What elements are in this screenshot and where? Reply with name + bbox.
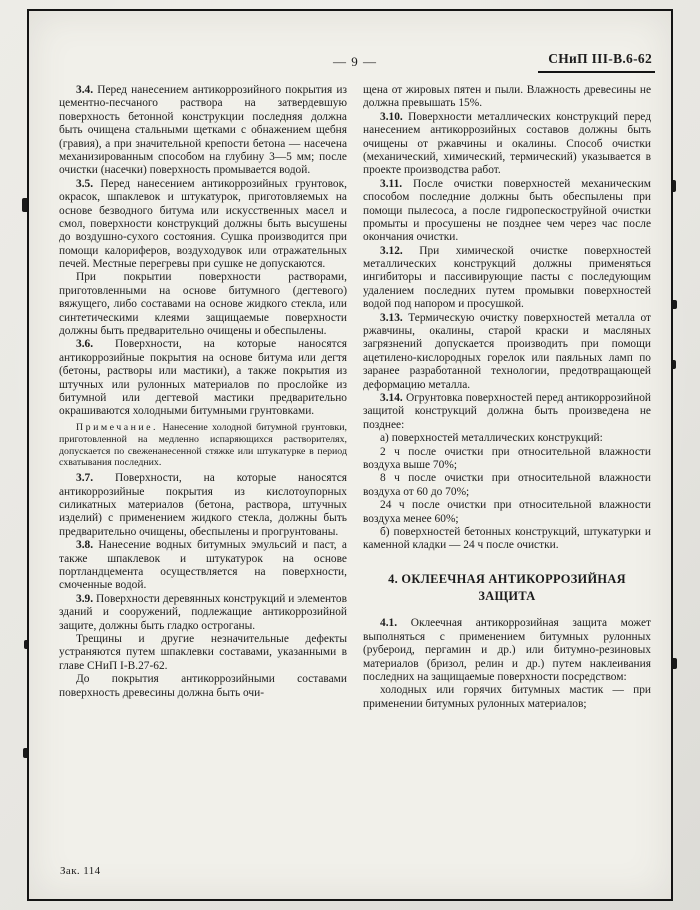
clause-number: 3.6. bbox=[76, 338, 94, 351]
text-columns bbox=[59, 84, 651, 852]
page-number: — 9 — bbox=[333, 54, 377, 69]
paragraph: 4.1. Оклеечная антикоррозийная защита может выполняться с применением битумных рулонных (рубероид, пергамин и др.) или битумно-резиновых материалов (бризол, релин и др.) путем наклеивания последних на защищаемые поверхности посредством: bbox=[363, 617, 651, 683]
clause-number: 3.5. bbox=[76, 177, 94, 190]
clause-number: 3.13. bbox=[380, 311, 403, 324]
clause-number: 3.10. bbox=[380, 110, 403, 123]
paragraph: щена от жировых пятен и пыли. Влажность древесины не должна превышать 15%. bbox=[363, 84, 651, 110]
left-column bbox=[59, 84, 347, 852]
page-frame bbox=[27, 9, 673, 901]
paragraph: 3.12. При химической очистке поверхностей металлических конструкций должны применяться ингибиторы и пассивирующие пасты с последующим удалением последних путем промывки поверхностей водой под напором и просушкой. bbox=[363, 244, 651, 311]
note-paragraph: Примечание. Нанесение холодной битумной грунтовки, приготовленной на медленно испаряющихся растворителях, допускается по свеженанесенной стяжке или штукатурке в период схватывания последних. bbox=[59, 421, 347, 469]
paragraph: Трещины и другие незначительные дефекты устраняются путем шпаклевки составами, указанными в главе СНиП I-В.27-62. bbox=[59, 632, 347, 672]
paragraph: 8 ч после очистки при относительной влажности воздуха от 60 до 70%; bbox=[363, 472, 651, 498]
clause-number: 3.11. bbox=[380, 177, 403, 190]
paragraph: а) поверхностей металлических конструкций: bbox=[380, 432, 603, 445]
paragraph: При покрытии поверхности растворами, приготовленными на основе битумного (дегтевого) вяжущего, либо составами на основе жидкого стекла, или синтетическими клеями защищаемые поверхности должны быть предварительно очищены и обеспылены. bbox=[59, 271, 347, 338]
print-order-note: Зак. 114 bbox=[60, 865, 101, 877]
paragraph: 3.9. Поверхности деревянных конструкций и элементов зданий и сооружений, подлежащие антикоррозийной защите, должны быть гладко остроганы. bbox=[59, 592, 347, 632]
right-column bbox=[363, 84, 651, 852]
clause-number: 3.7. bbox=[76, 472, 94, 485]
paragraph: б) поверхностей бетонных конструкций, штукатурки и каменной кладки — 24 ч после очистки. bbox=[363, 525, 651, 552]
paragraph: 3.6. Поверхности, на которые наносятся антикоррозийные покрытия на основе битума или дегтя (бетоны, растворы или мастики), а также покрытия из штучных или рулонных материалов по прослойке из битумной или дегтевой мастики предварительно окрашиваются холодными битумными грунтовками. bbox=[59, 338, 347, 418]
paragraph: 3.8. Нанесение водных битумных эмульсий и паст, а также шпаклевок и штукатурок на основе портландцемента осуществляется на поверхности, смоченные водой. bbox=[59, 539, 347, 592]
clause-number: 3.12. bbox=[380, 244, 403, 257]
clause-number: 3.4. bbox=[76, 84, 94, 96]
clause-number: 4.1. bbox=[380, 617, 398, 630]
paragraph: холодных или горячих битумных мастик — при применении битумных рулонных материалов; bbox=[363, 684, 651, 710]
paragraph: 2 ч после очистки при относительной влажности воздуха выше 70%; bbox=[363, 445, 651, 471]
paragraph: 3.10. Поверхности металлических конструкций перед нанесением антикоррозийных составов должны быть очищены от ржавчины и окалины. Способ очистки (механический, химический, термический) указывается в проекте производства работ. bbox=[363, 110, 651, 177]
paragraph: 3.13. Термическую очистку поверхностей металла от ржавчины, окалины, старой краски и масляных загрязнений допускается производить при помощи ацетилено-кислородных горелок или паяльных ламп по заранее разработанной технологии, предотвращающей деформацию металла. bbox=[363, 311, 651, 391]
paragraph: 3.11. После очистки поверхностей механическим способом последние должны быть обеспылены при помощи пылесоса, а после гидропескоструйной очистки промыты и просушены не позднее чем через час после окончания очистки. bbox=[363, 177, 651, 244]
paragraph: 3.5. Перед нанесением антикоррозийных грунтовок, окрасок, шпаклевок и штукатурок, приготовляемых на основе безводного битума или искусственных масел и смол, поверхности конструкций должны быть высушены до воздушно-сухого состояния. Сушка производится при помощи калориферов, воздуходувок или отражательных печей. Местные перегревы при сушке не допускаются. bbox=[59, 177, 347, 271]
document-code: СНиП III-В.6-62 bbox=[538, 51, 655, 73]
clause-number: 3.9. bbox=[76, 592, 94, 605]
paragraph: 24 ч после очистки при относительной влажности воздуха менее 60%; bbox=[363, 499, 651, 525]
section-heading: 4. ОКЛЕЕЧНАЯ АНТИКОРРОЗИЙНАЯ ЗАЩИТА bbox=[388, 571, 626, 604]
page-header bbox=[59, 53, 651, 81]
note-label: Примечание. bbox=[76, 421, 159, 433]
paragraph: 3.4. Перед нанесением антикоррозийного покрытия из цементно-песчаного раствора на затвердевшую поверхность бетонной конструкции последняя должна быть очищена стальными щетками с обнажением щебня (гравия), а при значительной крепости бетона — насечена механизированным способом на глубину 3—5 мм; после очистки (насечки) поверхность промывается водой. bbox=[59, 84, 347, 177]
clause-number: 3.8. bbox=[76, 539, 94, 552]
paragraph: 3.14. Огрунтовка поверхностей перед антикоррозийной защитой конструкций должна быть произведена не позднее: bbox=[363, 391, 651, 431]
paragraph: 3.7. Поверхности, на которые наносятся антикоррозийные покрытия из кислотоупорных силикатных материалов (бетона, раствора, штучных изделий) с применением жидкого стекла, должны быть предварительно очищены, обеспылены и прогрунтованы. bbox=[59, 472, 347, 538]
paragraph: До покрытия антикоррозийными составами поверхность древесины должна быть очи- bbox=[59, 673, 347, 699]
clause-number: 3.14. bbox=[380, 391, 403, 404]
